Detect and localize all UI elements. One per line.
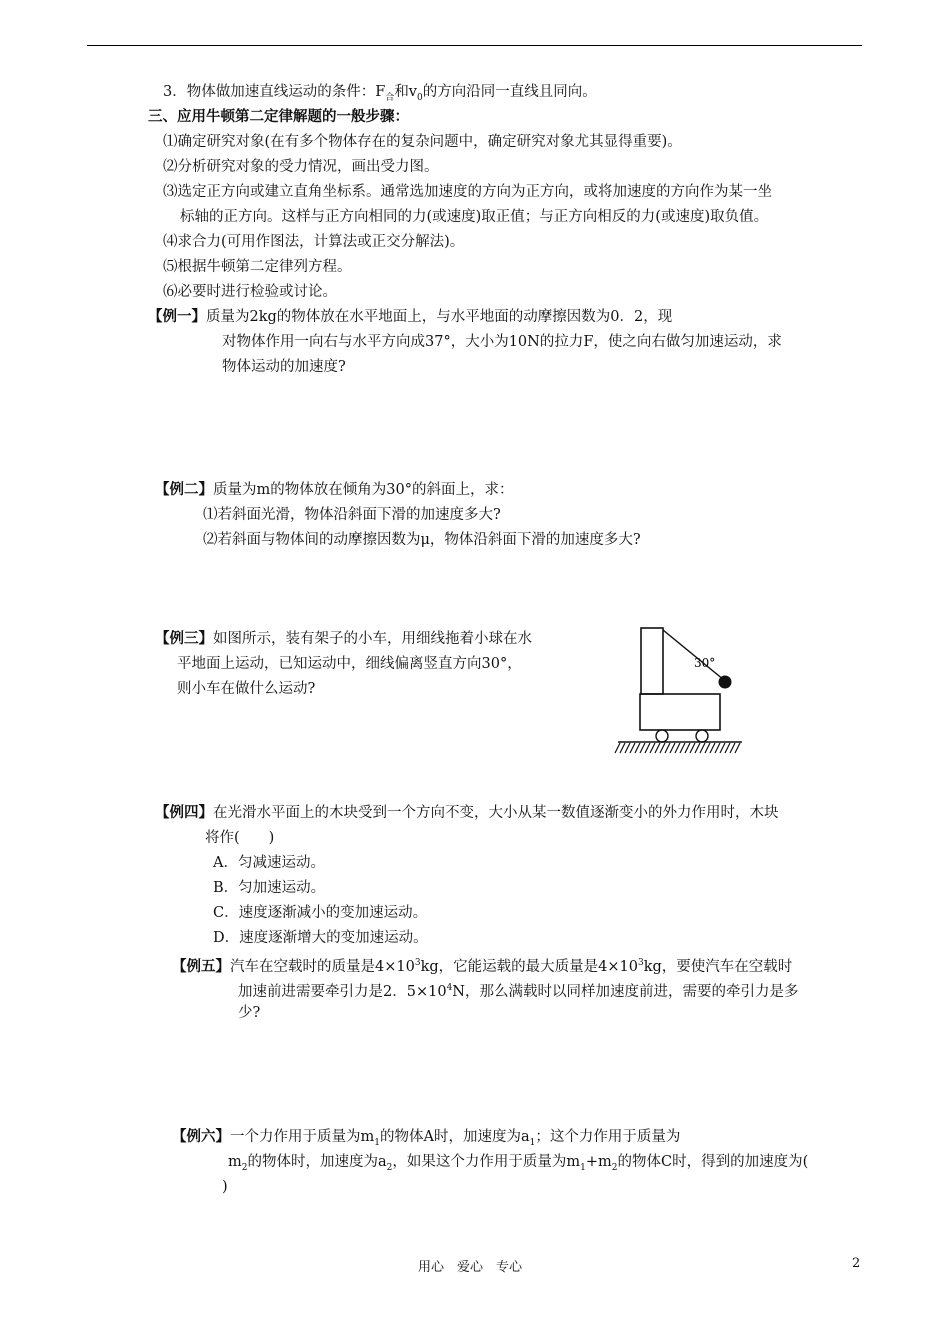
example-tag: 【例二】: [155, 481, 213, 498]
example-4: [155, 803, 779, 823]
example-5: [172, 953, 792, 977]
subscript: 1: [374, 1137, 380, 1148]
example-text: m: [228, 1154, 242, 1170]
subscript: 2: [611, 1162, 618, 1173]
hatch-mark: [730, 743, 735, 753]
intro-item-3: [163, 82, 597, 108]
example-text: 如图所示，装有架子的小车，用细线拖着小球在水: [213, 631, 532, 647]
example-tag: 【例五】: [172, 957, 230, 975]
intro-item-3-text: 和v: [394, 84, 418, 100]
example-text: 质量为m的物体放在倾角为30°的斜面上，求：: [213, 482, 514, 498]
hatch-mark: [640, 743, 645, 753]
hatch-mark: [725, 743, 730, 753]
example-text: 加速前进需要牵引力是2．5×10: [238, 983, 447, 1000]
hatch-mark: [720, 743, 725, 753]
hatch-mark: [675, 743, 680, 753]
example-5-line-3: 少?: [238, 1005, 261, 1021]
example-3: [155, 629, 532, 649]
subscript: 1: [580, 1162, 586, 1173]
example-3-line-3: 则小车在做什么运动?: [177, 681, 316, 697]
option-d: D．速度逐渐增大的变加速运动。: [213, 930, 428, 946]
step-6: ⑹必要时进行检验或讨论。: [163, 284, 337, 300]
option-b: B．匀加速运动。: [213, 880, 326, 896]
subscript: 2: [241, 1162, 248, 1173]
example-2-part-1: ⑴若斜面光滑，物体沿斜面下滑的加速度多大?: [203, 507, 501, 523]
option-a: A．匀减速运动。: [213, 855, 325, 871]
header-rule: [87, 45, 862, 46]
superscript: 3: [637, 958, 644, 968]
example-2-part-2: ⑵若斜面与物体间的动摩擦因数为μ，物体沿斜面下滑的加速度多大?: [203, 532, 641, 548]
subscript: 0: [417, 92, 423, 103]
wheel-left: [656, 730, 668, 742]
cart-frame-post: [641, 628, 663, 694]
ball: [719, 676, 732, 689]
ground-hatching: [615, 743, 740, 753]
example-text: kg，它能运载的最大质量是4×10: [420, 958, 638, 975]
example-5-line-2: [238, 978, 798, 1002]
hatch-mark: [630, 743, 635, 753]
wheel-right: [696, 730, 708, 742]
example-4-line-2: 将作( ): [205, 830, 275, 846]
example-6-line-2: [228, 1152, 808, 1178]
hatch-mark: [735, 743, 740, 753]
string-line: [663, 630, 724, 680]
hatch-mark: [690, 743, 695, 753]
hatch-mark: [670, 743, 675, 753]
step-3-continued: 标轴的正方向。这样与正方向相同的力(或速度)取正值；与正方向相反的力(或速度)取负值。: [180, 209, 769, 225]
example-text: kg，要使汽车在空载时: [643, 958, 793, 975]
hatch-mark: [685, 743, 690, 753]
intro-item-3-text: 3．物体做加速直线运动的条件：F: [163, 84, 386, 100]
example-text: ；这个力作用于质量为: [535, 1129, 681, 1145]
hatch-mark: [710, 743, 715, 753]
example-text: 的物体A时，加速度为a: [379, 1129, 530, 1145]
hatch-mark: [665, 743, 670, 753]
hatch-mark: [700, 743, 705, 753]
example-text: +m: [585, 1154, 612, 1170]
example-tag: 【例四】: [155, 804, 213, 821]
example-6: [172, 1127, 680, 1153]
example-text: N，那么满载时以同样加速度前进，需要的牵引力是多: [452, 983, 799, 1000]
example-tag: 【例一】: [148, 308, 206, 325]
example-tag: 【例六】: [172, 1128, 230, 1145]
example-text: 一个力作用于质量为m: [230, 1129, 375, 1145]
example-1-line-3: 物体运动的加速度?: [222, 359, 346, 375]
superscript: 3: [414, 958, 421, 968]
hatch-mark: [695, 743, 700, 753]
example-1-line-2: 对物体作用一向右与水平方向成37°，大小为10N的拉力F，使之向右做匀加速运动，求: [222, 334, 782, 350]
subscript: 1: [529, 1137, 536, 1148]
section-heading: 三、应用牛顿第二定律解题的一般步骤：: [148, 108, 409, 125]
subscript: 合: [385, 92, 395, 103]
step-5: ⑸根据牛顿第二定律列方程。: [163, 259, 352, 275]
hatch-mark: [705, 743, 710, 753]
superscript: 4: [446, 983, 453, 993]
hatch-mark: [615, 743, 620, 753]
step-4: ⑷求合力(可用作图法，计算法或正交分解法)。: [163, 234, 465, 250]
hatch-mark: [660, 743, 665, 753]
example-6-line-3: ): [222, 1179, 228, 1195]
example-3-line-2: 平地面上运动，已知运动中，细线偏离竖直方向30°，: [177, 656, 522, 672]
example-text: 的物体时，加速度为a: [247, 1154, 387, 1170]
example-1: [148, 307, 672, 327]
angle-label: 30°: [694, 656, 716, 670]
example-text: 的物体C时，得到的加速度为(: [617, 1154, 809, 1170]
example-text: 质量为2kg的物体放在水平地面上，与水平地面的动摩擦因数为0．2，现: [206, 309, 673, 325]
hatch-mark: [655, 743, 660, 753]
subscript: 2: [386, 1162, 393, 1173]
step-2: ⑵分析研究对象的受力情况，画出受力图。: [163, 159, 439, 175]
hatch-mark: [625, 743, 630, 753]
example-2: [155, 480, 513, 500]
hatch-mark: [635, 743, 640, 753]
example-text: 在光滑水平面上的木块受到一个方向不变，大小从某一数值逐渐变小的外力作用时，木块: [213, 805, 779, 821]
step-1: ⑴确定研究对象(在有多个物体存在的复杂问题中，确定研究对象尤其显得重要)。: [163, 134, 682, 150]
option-c: C．速度逐渐减小的变加速运动。: [213, 905, 428, 921]
hatch-mark: [715, 743, 720, 753]
hatch-mark: [650, 743, 655, 753]
hatch-mark: [645, 743, 650, 753]
cart-pendulum-figure: [612, 622, 752, 760]
example-tag: 【例三】: [155, 630, 213, 647]
hatch-mark: [620, 743, 625, 753]
cart-body: [640, 694, 720, 730]
example-text: 汽车在空载时的质量是4×10: [230, 958, 415, 975]
footer-motto: 用心 爱心 专心: [418, 1260, 523, 1275]
intro-item-3-text: 的方向沿同一直线且同向。: [422, 84, 597, 100]
hatch-mark: [680, 743, 685, 753]
page-number: 2: [852, 1256, 861, 1271]
example-text: ，如果这个力作用于质量为m: [392, 1154, 581, 1170]
step-3: ⑶选定正方向或建立直角坐标系。通常选加速度的方向为正方向，或将加速度的方向作为某一坐: [163, 184, 772, 200]
